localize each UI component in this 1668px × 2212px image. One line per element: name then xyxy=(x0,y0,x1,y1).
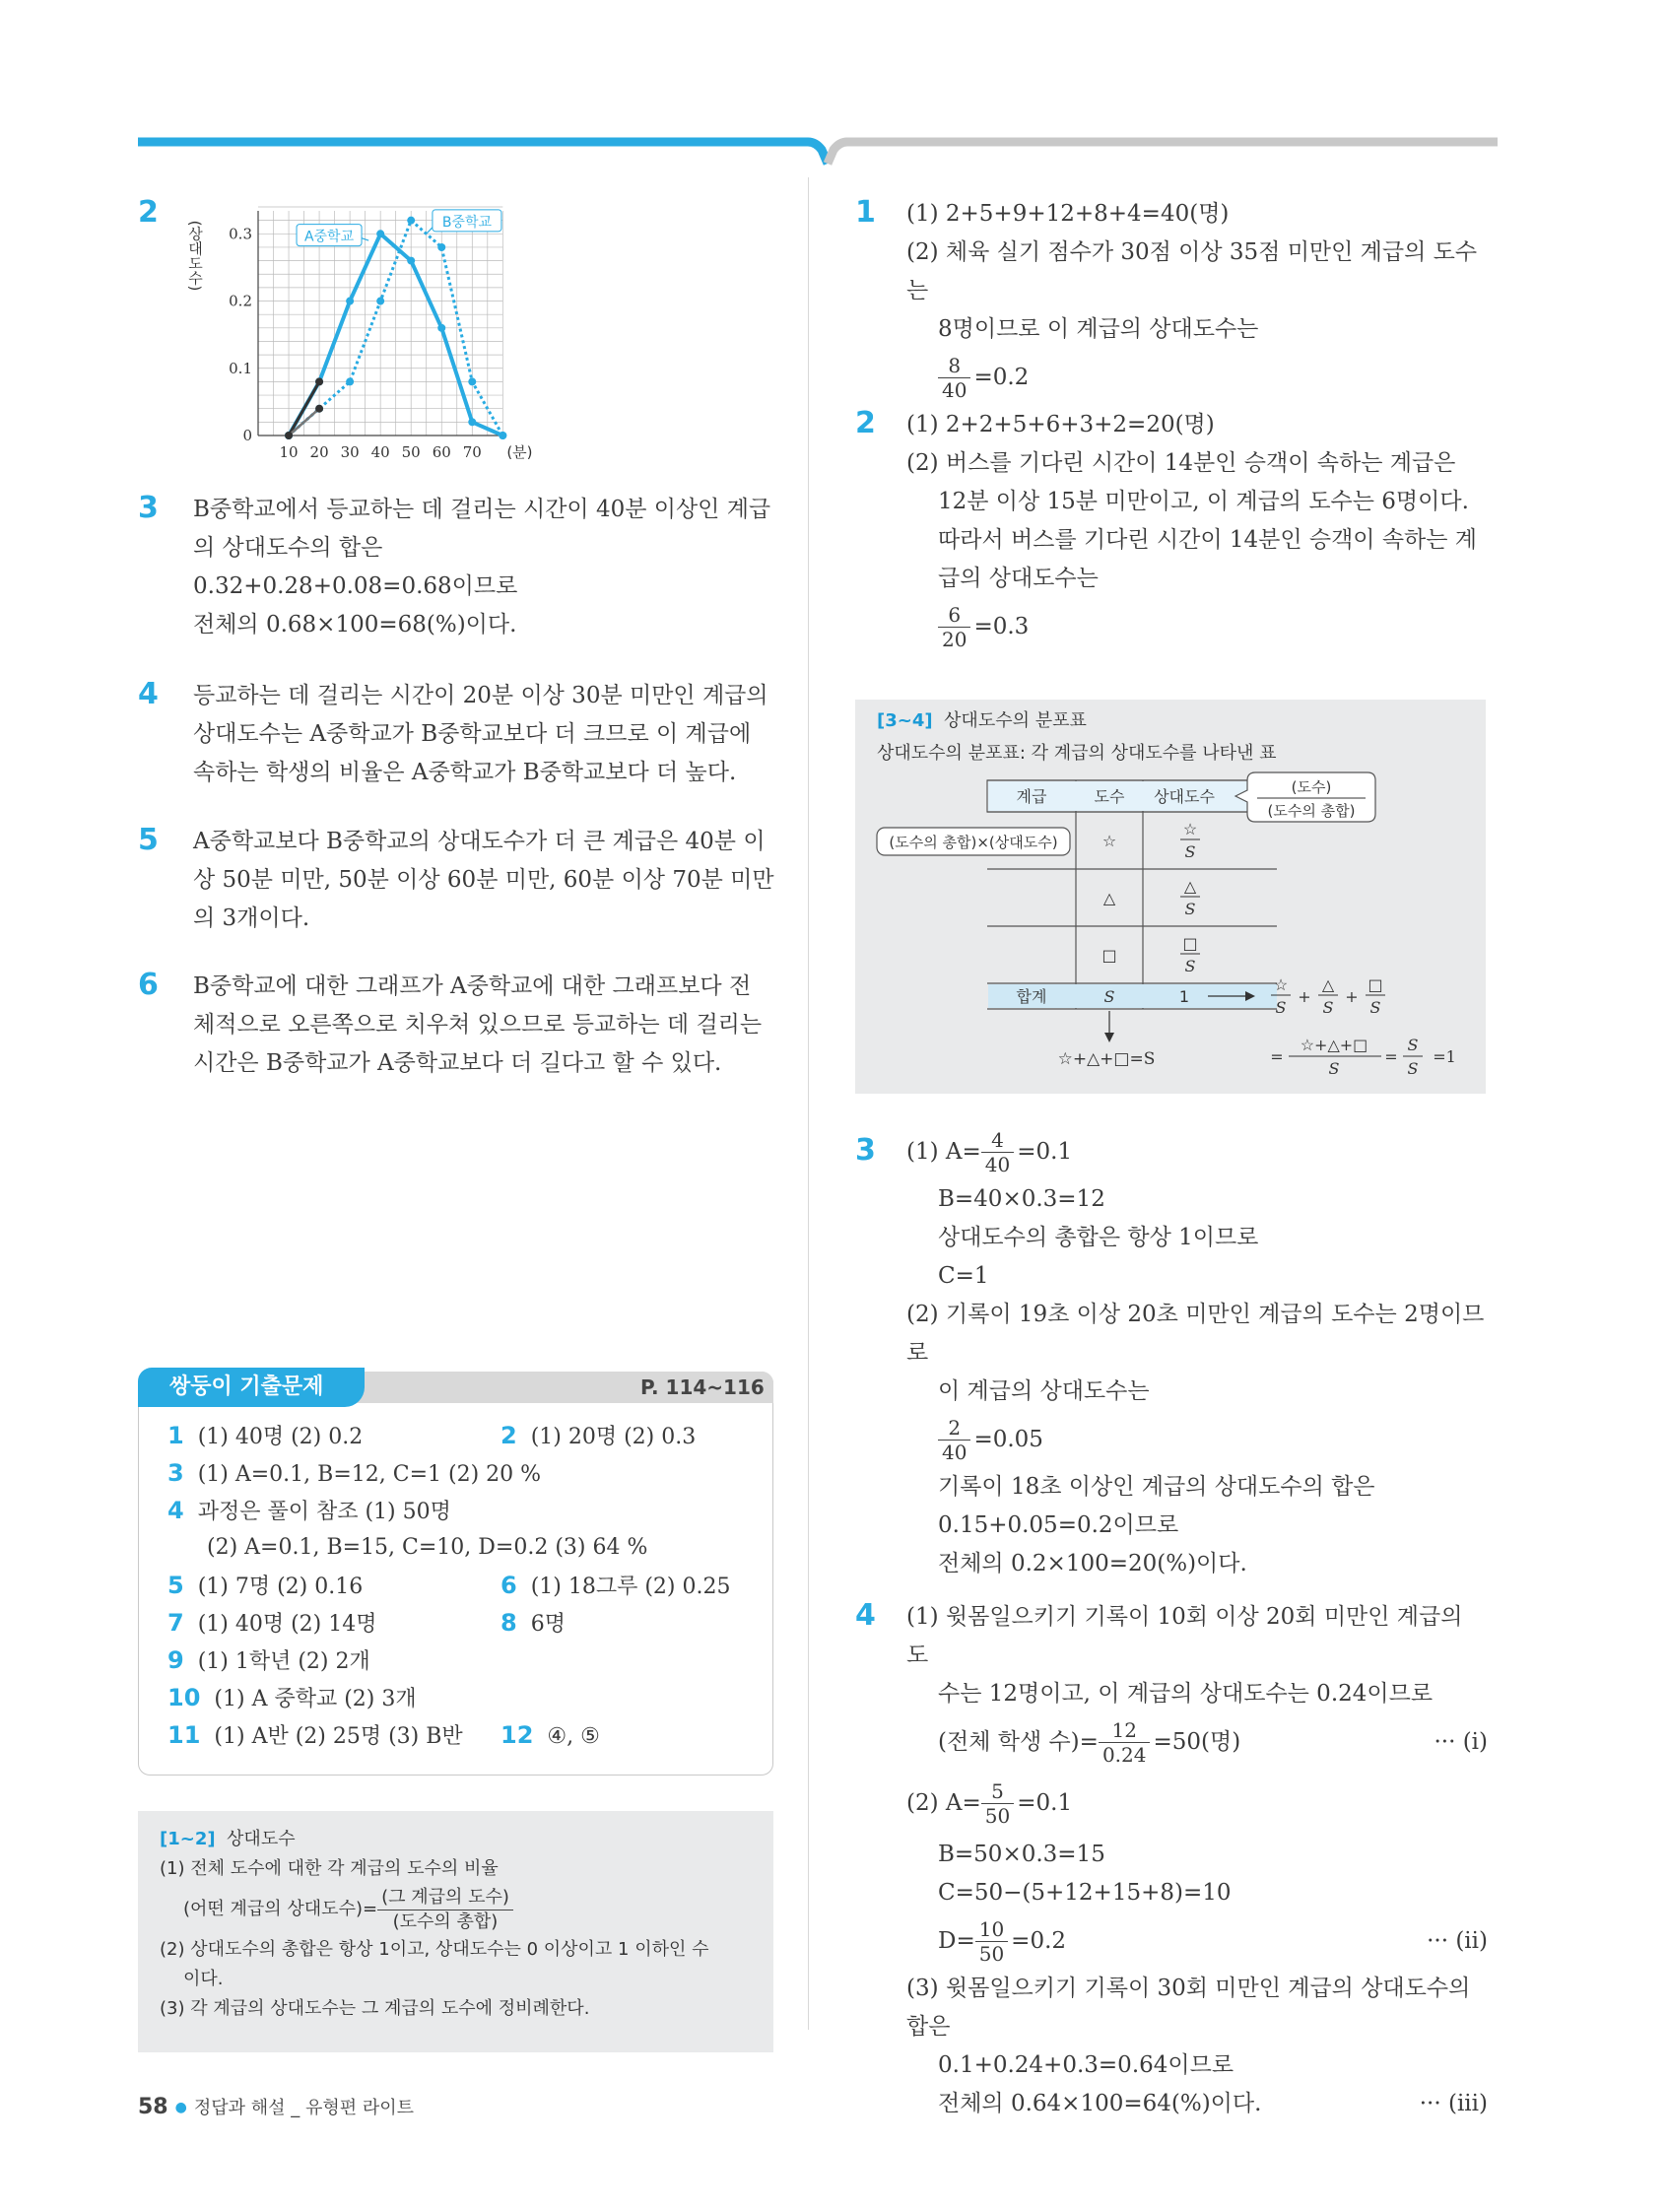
svg-text:=: = xyxy=(1384,1047,1398,1066)
line: 의 3개이다. xyxy=(193,905,310,931)
series-point-a xyxy=(346,298,354,305)
x-axis-label: (분) xyxy=(506,443,533,461)
review-row: 7 (1) 40명 (2) 14명 8 6명 xyxy=(167,1609,566,1637)
cell-sum-label: 합계 xyxy=(1016,987,1047,1006)
line: 기록이 18초 이상인 계급의 상대도수의 합은 xyxy=(938,1474,1375,1500)
fraction-line: (전체 학생 수)= $\frac{12}{0.24}$ =50(명) ··· (i) xyxy=(938,1717,1488,1767)
step-marker: ··· (ii) xyxy=(1427,1927,1488,1954)
answer-1-text xyxy=(906,195,1498,406)
review-title: 쌍둥이 기출문제 xyxy=(138,1368,365,1407)
line: 전체의 0.64×100=64(%)이다. ··· (iii) xyxy=(906,2085,1488,2123)
fraction-line: (1) A= $\frac{4}{40}$ =0.1 xyxy=(906,1127,1073,1176)
y-tick-label: 0.1 xyxy=(229,359,252,377)
note-formula: (어떤 계급의 상대도수)= $\frac{\text{(그 계급의 도수)}}{\text{(도수의 총합)}}$ xyxy=(160,1884,752,1935)
line: 12분 이상 15분 미만이고, 이 계급의 도수는 6명이다. xyxy=(938,489,1469,514)
answer-4-right-text xyxy=(906,1598,1488,2123)
sum-num2: S xyxy=(1407,1036,1419,1054)
sum-S3: S xyxy=(1369,998,1381,1017)
line: 상대도수는 A중학교가 B중학교보다 더 크므로 이 계급에 xyxy=(193,721,752,747)
sum-S2: S xyxy=(1322,998,1334,1017)
review-row: 10 (1) A 중학교 (2) 3개 xyxy=(167,1684,417,1711)
header-bar xyxy=(138,136,1498,169)
series-point-b xyxy=(437,243,445,251)
review-row: 1 (1) 40명 (2) 0.2 2 (1) 20명 (2) 0.3 xyxy=(167,1422,697,1449)
line: 체적으로 오른쪽으로 치우쳐 있으므로 등교하는 데 걸리는 xyxy=(193,1012,763,1038)
note-tag: [1~2] xyxy=(160,1829,216,1849)
footer xyxy=(138,2093,414,2123)
series-point-a xyxy=(468,418,476,426)
answer-3-right-text xyxy=(906,1127,1498,1583)
answer-number-1: 1 xyxy=(855,195,876,230)
line: 수는 12명이고, 이 계급의 상대도수는 0.24이므로 xyxy=(938,1681,1434,1707)
y-tick-label: 0.2 xyxy=(229,292,252,310)
answer-number-4: 4 xyxy=(855,1598,876,1633)
line: C=1 xyxy=(938,1263,989,1289)
line: 0.32+0.28+0.08=0.68이므로 xyxy=(193,573,518,599)
sum-den: S xyxy=(1328,1059,1340,1078)
line: 속하는 학생의 비율은 A중학교가 B중학교보다 더 높다. xyxy=(193,760,737,785)
step-marker: ··· (i) xyxy=(1434,1728,1488,1755)
column-divider xyxy=(808,177,809,2030)
review-row: 5 (1) 7명 (2) 0.16 6 (1) 18그루 (2) 0.25 xyxy=(167,1572,731,1599)
answer-2-text xyxy=(906,406,1498,655)
fraction-line: (2) A= $\frac{5}{50}$ =0.1 xyxy=(906,1778,1073,1828)
review-row: 11 (1) A반 (2) 25명 (3) B반 12 ④, ⑤ xyxy=(167,1721,600,1749)
line: 따라서 버스를 기다린 시간이 14분인 승객이 속하는 계 xyxy=(938,527,1478,553)
line: 상 50분 미만, 50분 이상 60분 미만, 60분 이상 70분 미만 xyxy=(193,867,774,893)
review-pages: P. 114~116 xyxy=(640,1375,765,1399)
review-row: (2) A=0.1, B=15, C=10, D=0.2 (3) 64 % xyxy=(207,1535,648,1560)
question-number-2: 2 xyxy=(138,195,159,230)
line: 전체의 0.68×100=68(%)이다. xyxy=(193,612,517,637)
note-line: (3) 각 계급의 상대도수는 그 계급의 도수에 정비례한다. xyxy=(160,1998,590,2019)
x-tick-label: 10 xyxy=(279,443,299,461)
line: 8명이므로 이 계급의 상대도수는 xyxy=(938,316,1259,342)
svg-text:+: + xyxy=(1298,987,1311,1006)
line: 의 상대도수의 합은 xyxy=(193,535,383,561)
series-point-b xyxy=(499,432,506,439)
line: A중학교보다 B중학교의 상대도수가 더 큰 계급은 40분 이 xyxy=(193,829,766,854)
y-tick-label: 0 xyxy=(242,427,252,444)
rel-tri-num: △ xyxy=(1183,877,1197,896)
line: 0.1+0.24+0.3=0.64이므로 xyxy=(938,2052,1234,2078)
note-title: 상대도수 xyxy=(227,1829,296,1849)
cell-triangle: △ xyxy=(1102,889,1116,907)
line: 시간은 B중학교가 A중학교보다 더 길다고 할 수 있다. xyxy=(193,1050,722,1076)
fraction-line: $\frac{8}{40}$ =0.2 xyxy=(906,349,1498,406)
note-box-1-2 xyxy=(138,1811,773,2052)
answer-number-3: 3 xyxy=(855,1133,876,1168)
stub-point xyxy=(285,432,293,439)
sum-star: ☆ xyxy=(1273,975,1289,994)
table-header-frequency: 도수 xyxy=(1094,787,1125,806)
review-answers xyxy=(167,1417,759,1754)
sum-tri: △ xyxy=(1321,975,1335,994)
x-tick-label: 20 xyxy=(309,443,329,461)
line: (2) 기록이 19초 이상 20초 미만인 계급의 도수는 2명이므로 xyxy=(906,1302,1485,1366)
sum-den2: S xyxy=(1407,1059,1419,1078)
x-tick-label: 30 xyxy=(340,443,360,461)
cell-star: ☆ xyxy=(1101,832,1117,850)
table-header-relative: 상대도수 xyxy=(1154,787,1215,806)
answer-5-text xyxy=(193,823,784,938)
note-title: 상대도수의 분포표 xyxy=(944,710,1087,731)
line: (3) 윗몸일으키기 기록이 30회 미만인 계급의 상대도수의 합은 xyxy=(906,1976,1471,2040)
series-point-a xyxy=(437,324,445,332)
x-tick-label: 60 xyxy=(432,443,451,461)
bubble-num: (도수) xyxy=(1291,778,1332,796)
legend-b-pointer xyxy=(427,228,433,234)
line: 등교하는 데 걸리는 시간이 20분 이상 30분 미만인 계급의 xyxy=(193,683,768,708)
review-row: 9 (1) 1학년 (2) 2개 xyxy=(167,1646,370,1674)
question-number-6: 6 xyxy=(138,968,159,1002)
x-tick-label: 40 xyxy=(370,443,390,461)
series-point-a xyxy=(407,257,415,265)
line: 전체의 0.2×100=20(%)이다. xyxy=(938,1551,1247,1576)
svg-text:+: + xyxy=(1345,987,1359,1006)
line: C=50−(5+12+15+8)=10 xyxy=(938,1880,1232,1906)
note-tag: [3~4] xyxy=(877,710,933,731)
line: 급의 상대도수는 xyxy=(938,566,1099,591)
line: (1) 2+2+5+6+3+2=20(명) xyxy=(906,412,1215,437)
fraction-line: $\frac{6}{20}$ =0.3 xyxy=(906,598,1498,655)
stub-point xyxy=(315,377,323,385)
series-point-a xyxy=(376,230,384,237)
svg-text:=: = xyxy=(1270,1047,1284,1066)
rel-sq-den: S xyxy=(1184,957,1196,975)
sum-end: =1 xyxy=(1433,1047,1456,1066)
line: (2) 버스를 기다린 시간이 14분인 승객이 속하는 계급은 xyxy=(906,450,1456,476)
answer-3-text xyxy=(193,491,784,644)
frequency-table-diagram xyxy=(855,769,1486,1094)
line: B=40×0.3=12 xyxy=(938,1186,1105,1212)
series-point-b xyxy=(407,217,415,225)
line: 상대도수의 총합은 항상 1이므로 xyxy=(938,1225,1259,1250)
rel-tri-den: S xyxy=(1184,900,1196,918)
series-point-b xyxy=(376,298,384,305)
relative-frequency-chart xyxy=(183,197,533,463)
sum-sq: □ xyxy=(1368,975,1383,994)
x-tick-label: 70 xyxy=(462,443,482,461)
rel-star-den: S xyxy=(1184,842,1196,861)
line: 이 계급의 상대도수는 xyxy=(938,1378,1150,1404)
sum-num: ☆+△+□ xyxy=(1300,1036,1368,1054)
line: B=50×0.3=15 xyxy=(938,1842,1105,1867)
stub-point xyxy=(315,405,323,413)
cell-sum-one: 1 xyxy=(1178,987,1190,1006)
sum-S1: S xyxy=(1275,998,1287,1017)
footer-dot: ● xyxy=(174,2100,187,2115)
series-point-b xyxy=(346,377,354,385)
note34-subtitle: 상대도수의 분포표: 각 계급의 상대도수를 나타낸 표 xyxy=(877,743,1277,764)
line: (2) 체육 실기 점수가 30점 이상 35점 미만인 계급의 도수는 xyxy=(906,239,1478,303)
fraction-line: $\frac{2}{40}$ =0.05 xyxy=(906,1411,1498,1468)
line: 0.15+0.05=0.2이므로 xyxy=(938,1512,1179,1538)
question-number-5: 5 xyxy=(138,823,159,857)
bubble-den: (도수의 총합) xyxy=(1267,802,1356,820)
line: (1) 윗몸일으키기 기록이 10회 이상 20회 미만인 계급의 도 xyxy=(906,1604,1463,1668)
step-marker: ··· (iii) xyxy=(1419,2091,1488,2116)
y-axis-label: (상대도수) xyxy=(186,220,204,292)
series-point-b xyxy=(468,377,476,385)
answer-4-text xyxy=(193,677,784,792)
rel-sq-num: □ xyxy=(1182,934,1198,953)
y-tick-label: 0.3 xyxy=(229,225,252,243)
left-bubble: (도수의 총합)×(상대도수) xyxy=(889,834,1058,851)
line: (1) 2+5+9+12+8+4=40(명) xyxy=(906,201,1230,227)
note-line: (1) 전체 도수에 대한 각 계급의 도수의 비율 xyxy=(160,1858,499,1879)
review-row: 4 과정은 풀이 참조 (1) 50명 xyxy=(167,1497,451,1524)
answer-6-text xyxy=(193,968,784,1083)
note-line: (2) 상대도수의 총합은 항상 1이고, 상대도수는 0 이상이고 1 이하인 수 xyxy=(160,1939,709,1960)
line: B중학교에 대한 그래프가 A중학교에 대한 그래프보다 전 xyxy=(193,973,752,999)
footer-text: 정답과 해설 _ 유형편 라이트 xyxy=(193,2098,414,2118)
x-tick-label: 50 xyxy=(401,443,421,461)
line: B중학교에서 등교하는 데 걸리는 시간이 40분 이상인 계급 xyxy=(193,497,771,522)
review-row: 3 (1) A=0.1, B=12, C=1 (2) 20 % xyxy=(167,1459,542,1487)
question-number-4: 4 xyxy=(138,677,159,711)
note-line: 이다. xyxy=(183,1969,224,1989)
answer-number-2: 2 xyxy=(855,406,876,440)
rel-star-num: ☆ xyxy=(1182,820,1198,838)
bottom-equation: ☆+△+□=S xyxy=(1057,1049,1156,1069)
question-number-3: 3 xyxy=(138,491,159,525)
table-header-class: 계급 xyxy=(1016,787,1047,806)
legend-b-label: B중학교 xyxy=(441,214,493,231)
page-number: 58 xyxy=(138,2095,168,2119)
cell-sum-S: S xyxy=(1103,987,1115,1006)
note34-header xyxy=(877,705,1087,737)
fraction-line: D= $\frac{10}{50}$ =0.2 ··· (ii) xyxy=(938,1916,1488,1966)
legend-a-label: A중학교 xyxy=(303,229,355,245)
cell-square: □ xyxy=(1101,946,1117,965)
